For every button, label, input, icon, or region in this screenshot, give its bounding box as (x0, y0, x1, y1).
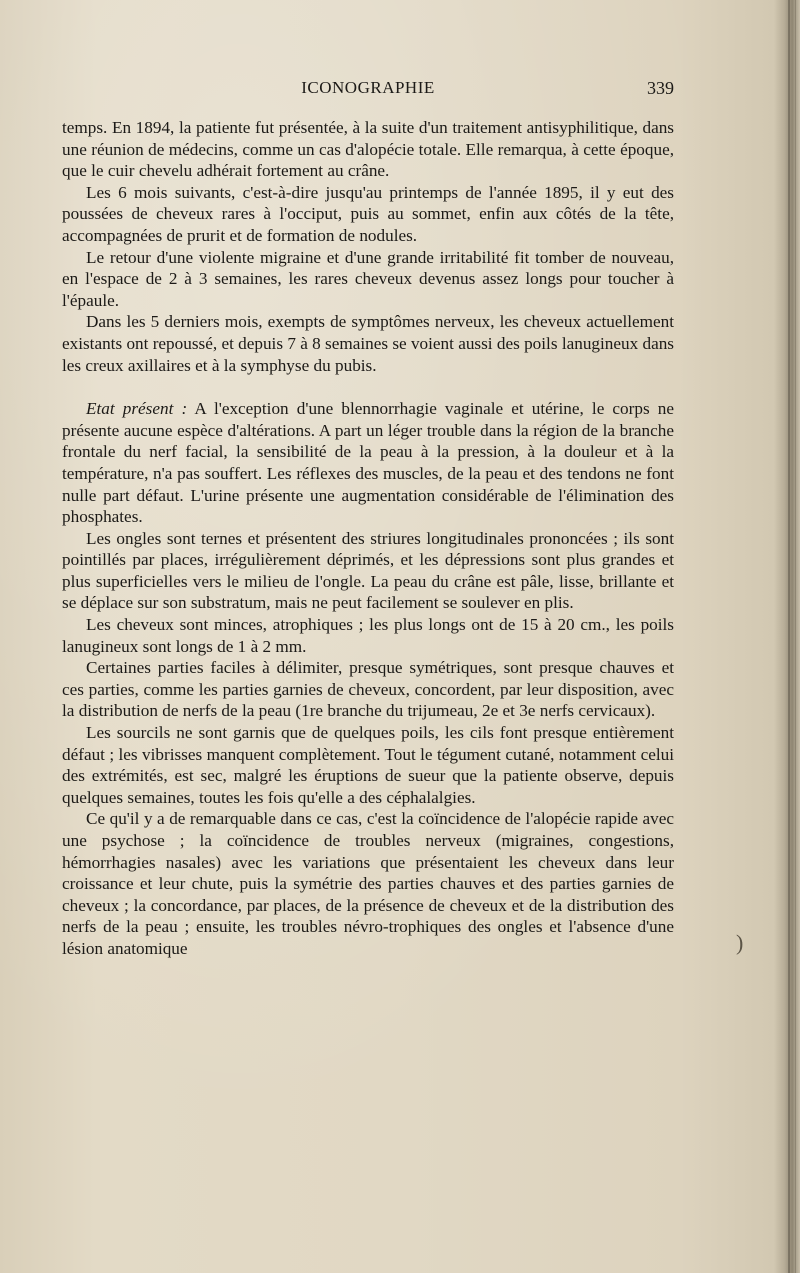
section-heading: Etat présent : (86, 399, 188, 419)
paragraph: Dans les 5 derniers mois, exempts de symptômes nerveux, les cheveux actuellement existants ont repoussé, et depuis 7 à 8 semaines se voient aussi des poils lanugineux dans les creux axillaires et à la symphyse du pubis. (62, 312, 674, 375)
running-title: ICONOGRAPHIE (301, 78, 435, 97)
page-edge-line-outer (795, 0, 796, 1273)
page-number: 339 (647, 78, 674, 98)
margin-mark: ) (736, 930, 744, 955)
body-text (62, 117, 674, 960)
paragraph: Ce qu'il y a de remarquable dans ce cas, c'est la coïncidence de l'alopécie rapide avec une psychose ; la coïncidence de troubles nerveux (migraines, congestions, hémorrhagies nasales) avec les variations que présentaient les cheveux dans leur croissance et leur chute, puis la symétrie des parties chauves et des parties garnies de cheveux ; la concordance, par places, de la présence de cheveux et de la distribution des nerfs de la peau ; ensuite, les troubles névro-trophiques des ongles et l'absence d'une lésion anatomique (62, 809, 674, 958)
section-text: A l'exception d'une blennorrhagie vaginale et utérine, le corps ne présente aucune espèce d'altérations. A part un léger trouble dans la région de la branche frontale du nerf facial, la sensibilité de la peau à la pression, à la douleur et à la température, n'a pas souffert. Les réflexes des muscles, de la peau et des tendons ne font nulle part défaut. L'urine présente une augmentation considérable de l'élimination des phosphates. (62, 399, 674, 527)
page-header (62, 78, 674, 102)
paragraph: Certaines parties faciles à délimiter, presque symétriques, sont presque chauves et ces parties, comme les parties garnies de cheveux, concordent, par leur disposition, avec la distribution de nerfs de la peau (1re branche du trijumeau, 2e et 3e nerfs cervicaux). (62, 658, 674, 721)
page-edge-line (788, 0, 790, 1273)
paragraph: Les ongles sont ternes et présentent des striures longitudinales prononcées ; ils sont pointillés par places, irrégulièrement déprimés, et les dépressions sont plus grandes et plus superficielles vers le milieu de l'ongle. La peau du crâne est pâle, lisse, brillante et se déplace sur son substratum, mais ne peut facilement se soulever en plis. (62, 528, 674, 613)
paragraph: Les 6 mois suivants, c'est-à-dire jusqu'au printemps de l'année 1895, il y eut des poussées de cheveux rares à l'occiput, puis au sommet, enfin aux côtés de la tête, accompagnées de prurit et de formation de nodules. (62, 182, 674, 245)
paragraph-continuation: temps. En 1894, la patiente fut présentée, à la suite d'un traitement antisyphilitique, dans une réunion de médecins, comme un cas d'alopécie totale. Elle remarqua, à cette époque, que le cuir chevelu adhérait fortement au crâne. (62, 118, 674, 181)
paragraph: Les sourcils ne sont garnis que de quelques poils, les cils font presque entièrement défaut ; les vibrisses manquent complètement. Tout le tégument cutané, notamment celui des extrémités, est sec, malgré les éruptions de sueur que la patiente observe, depuis quelques semaines, toutes les fois qu'elle a des céphalalgies. (62, 723, 674, 807)
section-paragraph (62, 398, 674, 528)
paragraph: Le retour d'une violente migraine et d'une grande irritabilité fit tomber de nouveau, en l'espace de 2 à 3 semaines, les rares cheveux devenus assez longs pour toucher à l'épaule. (62, 247, 674, 310)
book-gutter-shadow (774, 0, 800, 1273)
paragraph: Les cheveux sont minces, atrophiques ; les plus longs ont de 15 à 20 cm., les poils lanugineux sont longs de 1 à 2 mm. (62, 615, 674, 656)
